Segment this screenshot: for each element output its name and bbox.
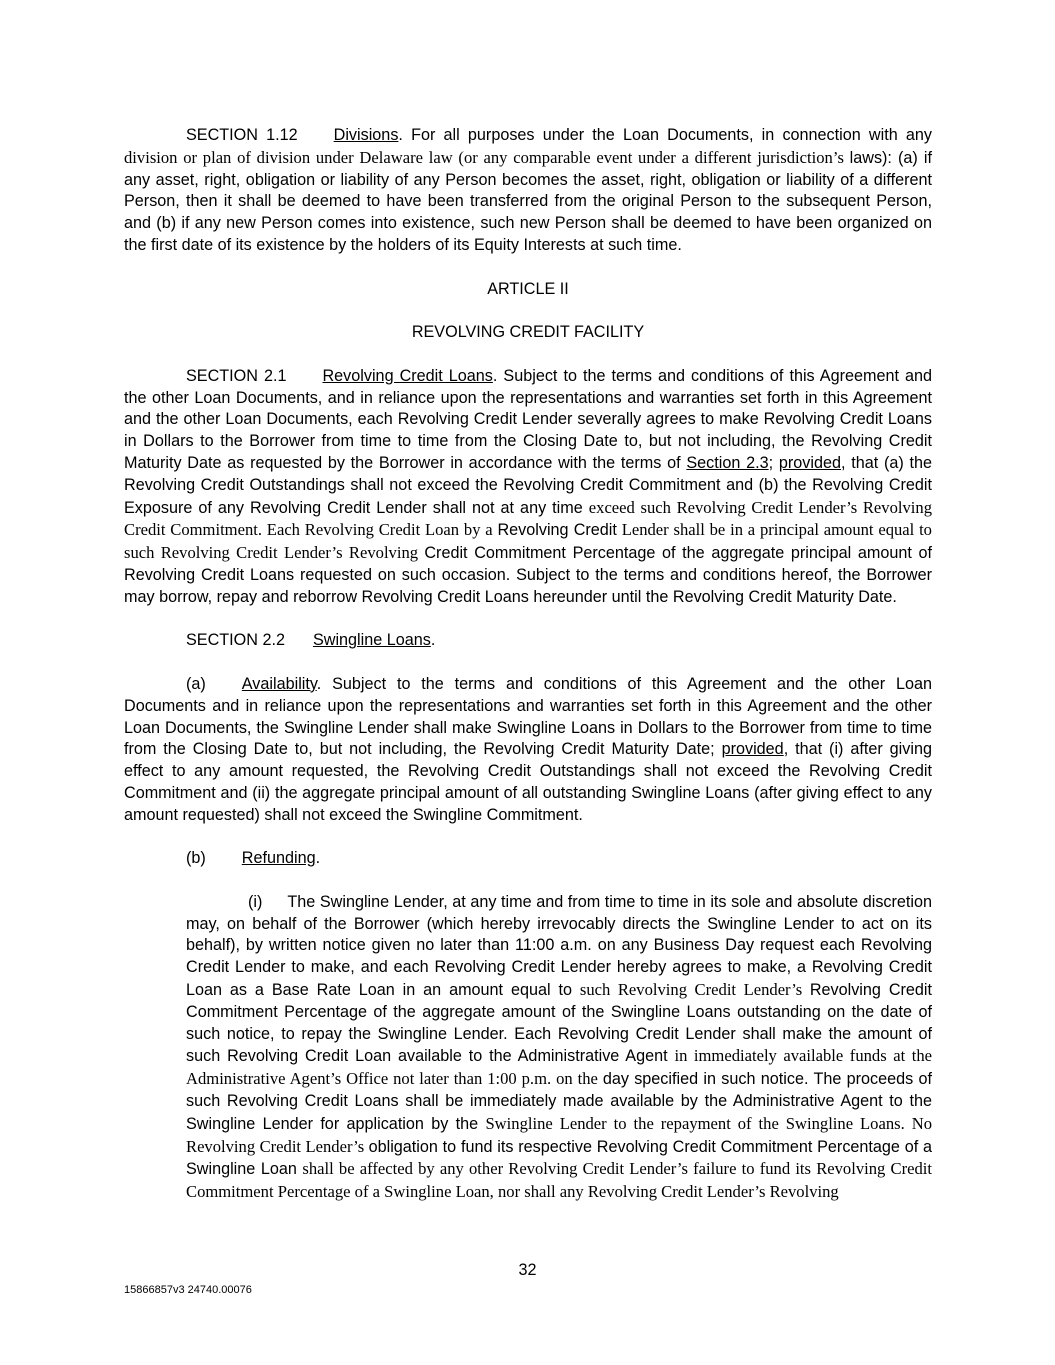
section-2-2-heading: SECTION 2.2 [186,631,285,650]
section-2-2: SECTION 2.2 Swingline Loans. [186,631,436,650]
subsection-b-title: Refunding [241,849,316,868]
document-id: 15866857v3 24740.00076 [124,1284,252,1296]
subsection-a: (a) Availability. Subject to the terms and conditions of this Agreement and the other Loan Documents and in reliance upon the representations and warranties set forth in this Agreement and the other Loan Documents, the Swingline Lender shall make Swingline Loans in Dollars to the Borrower from time to time from the Closing Date to, but not including, the Revolving Credit Maturity Date; provided, that (i) after giving effect to any amount requested, the Revolving Credit Outstandings shall not exceed the Revolving Credit Commitment and (ii) the aggregate principal amount of all outstanding Swingline Loans (after giving effect to any amount requested) shall not exceed the Swingline Commitment. [124,674,932,824]
subsection-b: (b) Refunding. [186,849,321,868]
document-page [124,125,932,1204]
section-1-12-title: Divisions [333,126,399,144]
clause-i: (i) The Swingline Lender, at any time and from time to time in its sole and absolute discretion may, on behalf of the Borrower (which hereby irrevocably directs the Swingline Lender to act on its behalf), by written notice given no later than 11:00 a.m. on any Business Day request each Revolving Credit Lender to make, and each Revolving Credit Lender hereby agrees to make, a Revolving Credit Loan as a Base Rate Loan in an amount equal to such Revolving Credit Lender’s Revolving Credit Commitment Percentage of the aggregate amount of the Swingline Loans outstanding on the date of such notice, to repay the Swingline Lender. Each Revolving Credit Lender shall make the amount of such Revolving Credit Loan available to the Administrative Agent in immediately available funds at the Administrative Agent’s Office not later than 1:00 p.m. on the day specified in such notice. The proceeds of such Revolving Credit Loans shall be immediately made available by the Administrative Agent to the Swingline Lender for application by the Swingline Lender to the repayment of the Swingline Loans. No Revolving Credit Lender’s obligation to fund its respective Revolving Credit Commitment Percentage of a Swingline Loan shall be affected by any other Revolving Credit Lender’s failure to fund its Revolving Credit Commitment Percentage of a Swingline Loan, nor shall any Revolving Credit Lender’s Revolving [186,892,932,1202]
section-1-12: SECTION 1.12 Divisions. For all purposes under the Loan Documents, in connection with any division or plan of division under Delaware law (or any comparable event under a different jurisdiction’s laws): (a) if any asset, right, obligation or liability of any Person becomes the asset, right, obligation or liability of a different Person, then it shall be deemed to have been transferred from the original Person to the subsequent Person, and (b) if any new Person comes into existence, such new Person shall be deemed to have been organized on the first date of its existence by the holders of its Equity Interests at such time. [124,126,932,254]
subsection-a-title: Availability [241,674,317,693]
section-reference-link[interactable]: Section 2.3 [686,453,769,472]
section-2-1-title: Revolving Credit Loans [322,366,493,385]
section-2-1-heading: SECTION 2.1 [186,366,287,385]
article-title: REVOLVING CREDIT FACILITY [411,323,645,342]
section-1-12-heading: SECTION 1.12 [186,126,298,144]
section-2-1: SECTION 2.1 Revolving Credit Loans. Subject to the terms and conditions of this Agreement and the other Loan Documents, and in reliance upon the representations and warranties set forth in this Agreement and the other Loan Documents, each Revolving Credit Lender severally agrees to make Revolving Credit Loans in Dollars to the Borrower from time to time from the Closing Date to, but not including, the Revolving Credit Maturity Date as requested by the Borrower in accordance with the terms of Section 2.3; provided, that (a) the Revolving Credit Outstandings shall not exceed the Revolving Credit Commitment and (b) the Revolving Credit Exposure of any Revolving Credit Lender shall not at any time exceed such Revolving Credit Lender’s Revolving Credit Commitment. Each Revolving Credit Loan by a Revolving Credit Lender shall be in a principal amount equal to such Revolving Credit Lender’s Revolving Credit Commitment Percentage of the aggregate principal amount of Revolving Credit Loans requested on such occasion. Subject to the terms and conditions hereof, the Borrower may borrow, repay and reborrow Revolving Credit Loans hereunder until the Revolving Credit Maturity Date. [124,366,932,606]
section-2-2-title: Swingline Loans [312,631,431,650]
article-heading: ARTICLE II [487,279,569,298]
page-number: 32 [518,1261,537,1279]
